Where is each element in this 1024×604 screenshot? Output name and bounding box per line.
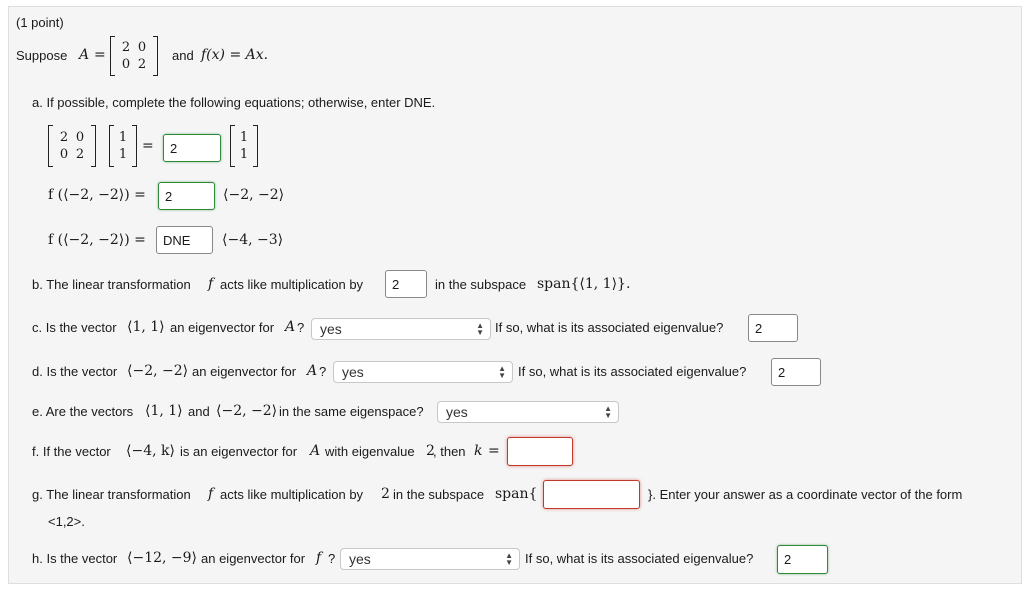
part-e-prefix: e. Are the vectors: [32, 404, 134, 419]
part-g-suffix: }. Enter your answer as a coordinate vector of the form: [648, 487, 963, 502]
matrix-cell: 0: [137, 40, 147, 55]
matrix-cell: 2: [75, 147, 85, 162]
part-h-select[interactable]: [340, 548, 520, 570]
part-f-A: A: [310, 443, 321, 459]
part-c-prefix: c. Is the vector: [32, 320, 117, 335]
select-arrows-icon: ▲ ▼: [498, 364, 506, 380]
eq2-lhs: f (⟨−2, −2⟩) =: [48, 187, 146, 203]
matrix-cell: 0: [75, 130, 85, 145]
part-h-f: f: [316, 550, 322, 566]
part-d-select[interactable]: [333, 361, 513, 383]
part-c-follow: If so, what is its associated eigenvalue?: [495, 320, 724, 335]
matrix-cell: 2: [137, 57, 147, 72]
intro-A: A: [79, 47, 90, 63]
point-value: (1 point): [16, 15, 64, 30]
part-b-suffix: in the subspace: [435, 277, 527, 292]
part-d-vector: ⟨−2, −2⟩: [127, 363, 189, 379]
matrix-cell: 2: [59, 130, 69, 145]
part-e-and: and: [188, 404, 210, 419]
part-b-answer-input[interactable]: 2: [385, 270, 427, 298]
part-h-answer-input[interactable]: 2: [777, 545, 828, 574]
matrix-cell: 0: [59, 147, 69, 162]
part-g-prefix: g. The linear transformation: [32, 487, 191, 502]
intro-and: and: [172, 48, 194, 63]
intro-eq: =: [94, 47, 106, 63]
part-f-equals: =: [488, 443, 500, 459]
part-h-vector: ⟨−12, −9⟩: [127, 550, 198, 566]
eq1-result-vector: [230, 125, 258, 167]
select-arrows-icon: ▲ ▼: [476, 321, 484, 337]
part-a-prompt: a. If possible, complete the following equations; otherwise, enter DNE.: [32, 95, 436, 110]
vector-cell: 1: [239, 147, 249, 162]
eq3-answer-input[interactable]: DNE: [156, 226, 213, 254]
matrix-cell: 2: [121, 40, 131, 55]
part-b-f: f: [208, 276, 214, 292]
part-g-f: f: [208, 486, 214, 502]
part-c-A: A: [285, 319, 296, 335]
part-d-A: A: [307, 363, 318, 379]
part-b-span: span{⟨1, 1⟩}.: [537, 276, 631, 292]
eq2-answer-input[interactable]: 2: [158, 182, 215, 210]
part-g-answer-input[interactable]: [543, 480, 640, 509]
part-f-then: , then: [433, 444, 466, 459]
part-g-span: span{: [495, 486, 538, 502]
part-f-prefix: f. If the vector: [32, 444, 111, 459]
part-c-answer-input[interactable]: 2: [748, 314, 798, 342]
eq1-matrix: [48, 125, 96, 167]
part-f-answer-input[interactable]: [507, 437, 573, 466]
matrix-cell: 0: [121, 57, 131, 72]
part-f-with: with eigenvalue: [325, 444, 415, 459]
intro-fx: f(x) = Ax.: [201, 47, 269, 63]
part-f-value: 2: [426, 443, 435, 459]
part-e-suffix: in the same eigenspace?: [279, 404, 424, 419]
eq2-rhs: ⟨−2, −2⟩: [223, 187, 285, 203]
vector-cell: 1: [118, 147, 128, 162]
vector-cell: 1: [118, 130, 128, 145]
part-c-middle: an eigenvector for: [170, 320, 275, 335]
part-g-middle: acts like multiplication by: [220, 487, 364, 502]
part-b-middle: acts like multiplication by: [220, 277, 364, 292]
part-e-vector-2: ⟨−2, −2⟩: [216, 403, 278, 419]
matrix-A: [110, 36, 158, 76]
part-g-value: 2: [381, 486, 390, 502]
part-c-q: ?: [297, 320, 305, 335]
part-c-select-value: yes: [320, 321, 342, 337]
part-d-select-value: yes: [342, 364, 364, 380]
eq1-vector: [109, 125, 137, 167]
intro-suppose: Suppose: [16, 48, 68, 63]
part-h-middle: an eigenvector for: [201, 551, 306, 566]
part-g-line2: <1,2>.: [48, 514, 85, 529]
eq3-lhs: f (⟨−2, −2⟩) =: [48, 232, 146, 248]
part-e-select-value: yes: [446, 404, 468, 420]
part-c-vector: ⟨1, 1⟩: [127, 319, 165, 335]
part-f-k: k: [474, 443, 483, 459]
part-d-prefix: d. Is the vector: [32, 364, 118, 379]
vector-cell: 1: [239, 130, 249, 145]
part-h-follow: If so, what is its associated eigenvalue?: [525, 551, 754, 566]
part-h-select-value: yes: [349, 551, 371, 567]
eq1-equals: =: [142, 138, 154, 154]
part-d-middle: an eigenvector for: [192, 364, 297, 379]
part-b-prefix: b. The linear transformation: [32, 277, 191, 292]
select-arrows-icon: ▲ ▼: [604, 404, 612, 420]
part-f-middle: is an eigenvector for: [180, 444, 298, 459]
part-e-vector-1: ⟨1, 1⟩: [145, 403, 183, 419]
eq3-rhs: ⟨−4, −3⟩: [222, 232, 284, 248]
part-d-follow: If so, what is its associated eigenvalue?: [518, 364, 747, 379]
part-g-in: in the subspace: [393, 487, 485, 502]
part-e-select[interactable]: [437, 401, 619, 423]
part-c-select[interactable]: [311, 318, 491, 340]
part-d-answer-input[interactable]: 2: [771, 358, 821, 386]
part-d-q: ?: [319, 364, 327, 379]
select-arrows-icon: ▲ ▼: [505, 551, 513, 567]
eq1-answer-input[interactable]: 2: [163, 134, 221, 162]
part-h-q: ?: [328, 551, 336, 566]
part-f-vector: ⟨−4, k⟩: [126, 443, 175, 459]
part-h-prefix: h. Is the vector: [32, 551, 118, 566]
